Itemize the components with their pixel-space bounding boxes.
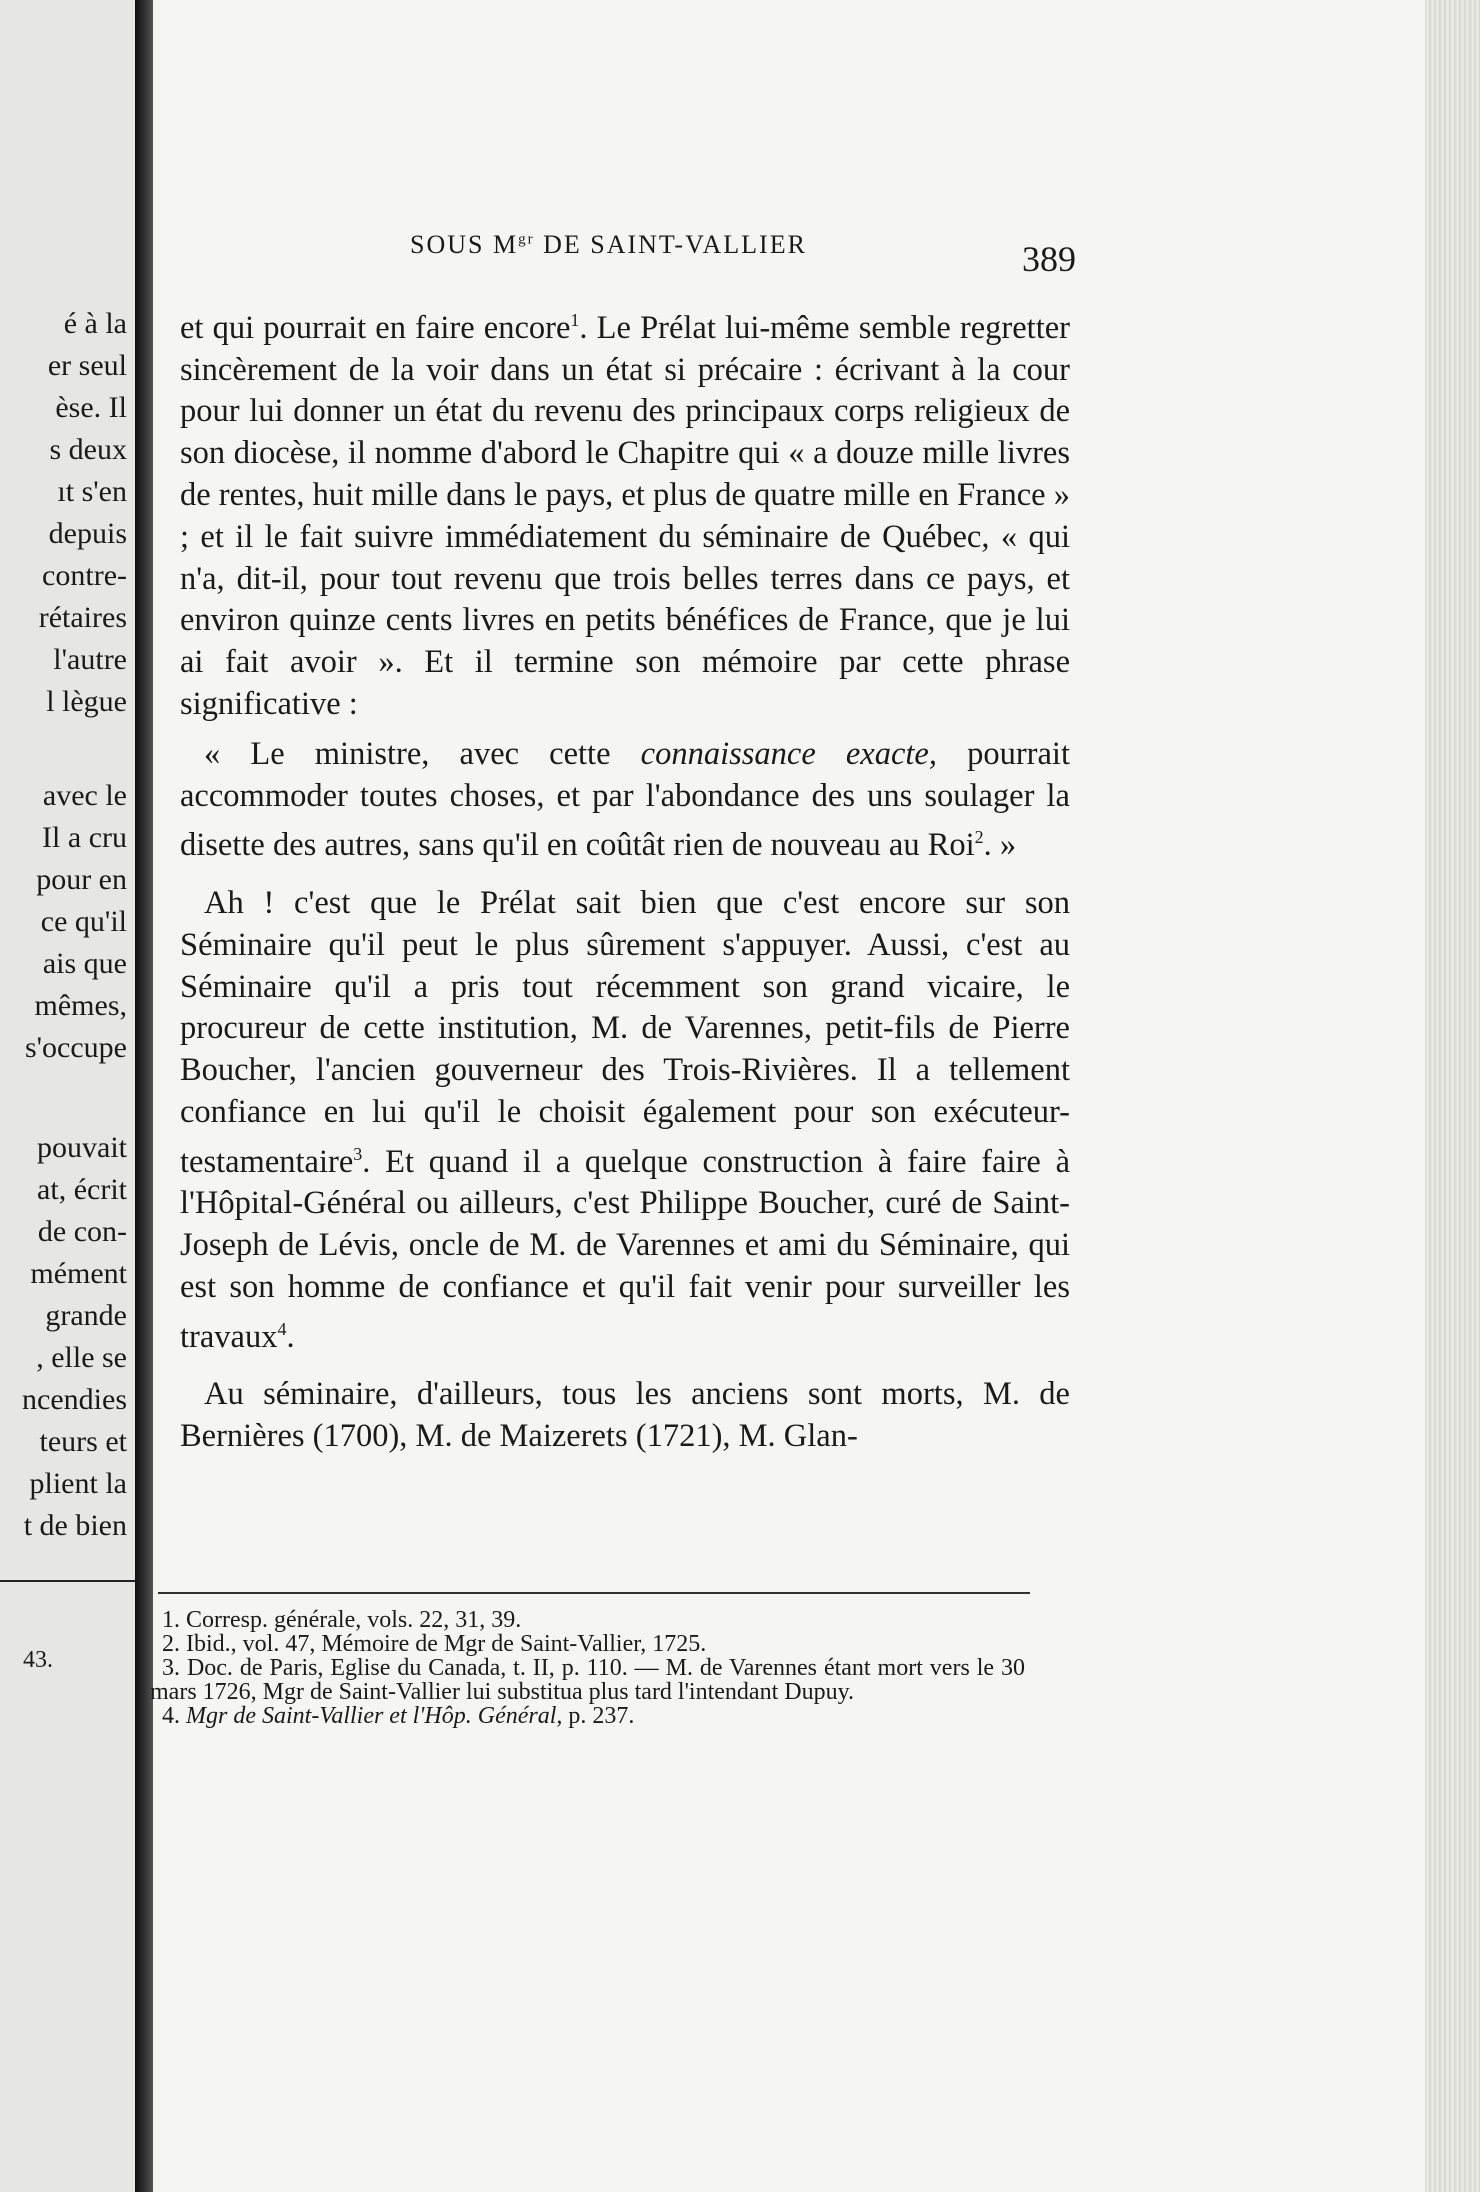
footnote-ref-1: 1 <box>570 310 580 330</box>
left-page-line: pour en <box>36 863 127 896</box>
running-header: SOUS $M^{gr}$ DE SAINT-VALLIER <box>410 230 807 259</box>
footnotes <box>150 1608 1025 1728</box>
book-spine <box>135 0 153 2192</box>
left-footnote-number: 43. <box>23 1647 53 1673</box>
left-page-line: l'autre <box>53 643 127 676</box>
left-page-line: é à la <box>63 307 127 340</box>
left-page-line: er seul <box>47 349 127 382</box>
left-page-line: ais que <box>42 947 127 980</box>
page-number: 389 <box>1022 239 1076 279</box>
left-page-line: de con- <box>37 1215 127 1248</box>
paragraph-1: et qui pourrait en faire encore$^1$. Le Prélat lui-même semble regretter sincèrement de la voir dans un état si précaire : écrivant à la cour pour lui donner un état du revenu des principaux corps religieux de son diocèse, il nomme d'abord le Chapitre qui « a douze mille livres de rentes, huit mille dans le pays, et plus de quatre mille en France » ; et il le fait suivre immédiatement du séminaire de Québec, « qui n'a, dit-il, pour tout revenu que trois belles terres dans ce pays, et environ quinze cents livres en petits bénéfices de France, que je lui ai fait avoir ». Et il termine son mémoire par cette phrase significative : <box>180 309 1070 722</box>
left-page-line: mêmes, <box>34 989 127 1022</box>
left-page-line: èse. Il <box>55 391 127 424</box>
paragraph-3: Au séminaire, d'ailleurs, tous les anciens sont morts, M. de Bernières (1700), M. de Maizerets (1721), M. Glan- <box>180 1376 1070 1455</box>
paragraph-2: Ah ! c'est que le Prélat sait bien que c'est encore sur son Séminaire qu'il peut le plus sûrement s'appuyer. Aussi, c'est au Séminaire qu'il a pris tout récemment son grand vicaire, le procureur de cette institution, M. de Varennes, petit-fils de Pierre Boucher, l'ancien gouverneur des Trois-Rivières. Il a tellement confiance en lui qu'il le choisit également pour son exécuteur-testamentaire$^3$. Et quand il a quelque construction à faire faire à l'Hôpital-Général ou ailleurs, c'est Philippe Boucher, curé de Saint-Joseph de Lévis, oncle de M. de Varennes et ami du Séminaire, qui est son homme de confiance et qu'il fait venir pour surveiller les travaux$^4$. <box>180 885 1070 1355</box>
left-page-line: rétaires <box>38 601 127 634</box>
left-page-line: mément <box>30 1257 127 1290</box>
left-page-line: at, écrit <box>37 1173 127 1206</box>
left-page-line: pouvait <box>37 1131 127 1164</box>
footnote-rule <box>158 1592 1030 1594</box>
left-page-line: ıt s'en <box>57 475 127 508</box>
left-page-line: plient la <box>29 1467 127 1500</box>
left-page-line: contre- <box>42 559 127 592</box>
left-page-line: s deux <box>49 433 127 466</box>
page-edge <box>1425 0 1480 2192</box>
left-page-fragment <box>0 0 135 2192</box>
left-page-line: t de bien <box>23 1509 127 1542</box>
left-page-line: avec le <box>42 779 127 812</box>
footnote-4: 4. Mgr de Saint-Vallier et l'Hôp. Général, p. 237. <box>162 1703 635 1729</box>
footnote-ref-4: 4 <box>277 1318 287 1339</box>
left-footnote-rule <box>0 1580 135 1582</box>
left-page-line: , elle se <box>36 1341 127 1374</box>
quotation: « Le ministre, avec cette connaissance exacte, pourrait accommoder toutes choses, et par l'abondance des uns soulager la disette des autres, sans qu'il en coûtât rien de nouveau au Roi$^2$. » <box>180 735 1070 864</box>
footnote-1: 1. Corresp. générale, vols. 22, 31, 39. <box>162 1607 522 1633</box>
left-page-line: Il a cru <box>42 821 127 854</box>
left-page-line: depuis <box>48 517 127 550</box>
left-page-line: ncendies <box>22 1383 127 1416</box>
footnote-3: 3. Doc. de Paris, Eglise du Canada, t. II, p. 110. — M. de Varennes étant mort vers le 30 mars 1726, Mgr de Saint-Vallier lui substitua plus tard l'intendant Dupuy. <box>150 1655 1025 1705</box>
left-page-line: teurs et <box>39 1425 127 1458</box>
footnote-2: 2. Ibid., vol. 47, Mémoire de Mgr de Saint-Vallier, 1725. <box>162 1631 707 1657</box>
footnote-ref-3: 3 <box>353 1143 363 1164</box>
left-page-line: s'occupe <box>24 1031 127 1064</box>
body-text <box>180 300 1070 1458</box>
left-page-line: ce qu'il <box>40 905 127 938</box>
left-page-line: grande <box>45 1299 127 1332</box>
footnote-ref-2: 2 <box>974 827 984 848</box>
left-page-line: l lègue <box>46 685 127 718</box>
